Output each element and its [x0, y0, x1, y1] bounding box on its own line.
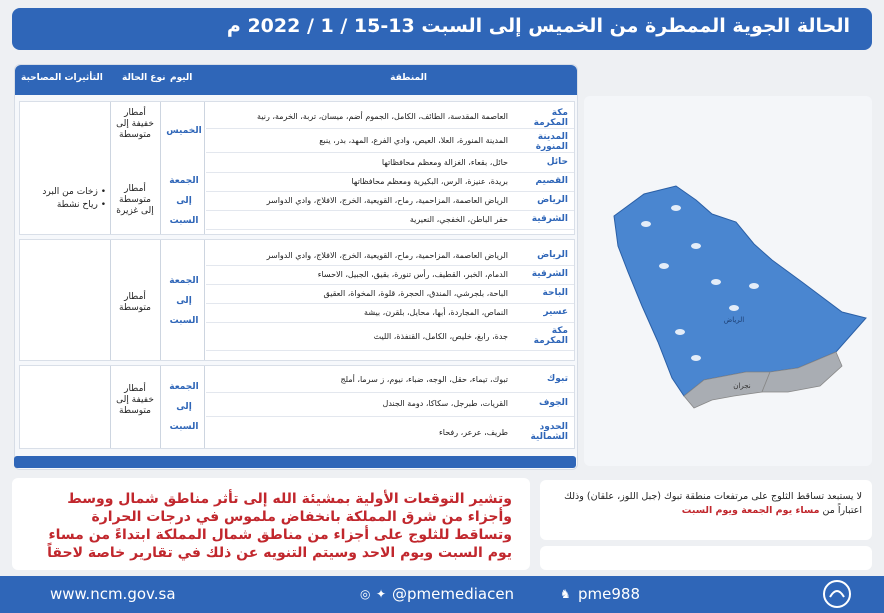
table-row	[206, 420, 574, 444]
effect-item: • رياح نشطة	[56, 200, 106, 210]
region-cities: الدمام، الخبر، القطيف، رأس تنورة، بقيق، الجبيل، الاحساء	[317, 270, 508, 279]
weather-type: أمطار متوسطة إلى غزيرة	[116, 184, 154, 216]
cloud-icon	[671, 205, 681, 211]
region-cities: النماص، المجاردة، أبها، محايل، بلقرن، بيشة	[364, 308, 508, 317]
region-name: المدينة المنورة	[535, 132, 568, 152]
cloud-icon	[729, 305, 739, 311]
divider	[204, 102, 205, 234]
divider	[204, 240, 205, 360]
snow-note-highlight: مساء يوم الجمعة ويوم السبت	[681, 505, 820, 516]
effects-list	[26, 186, 106, 212]
region-name: الشرقية	[531, 214, 568, 224]
divider	[110, 240, 111, 360]
table-row	[206, 248, 574, 266]
header-day: اليوم	[170, 73, 193, 83]
day-to-word: إلى	[176, 402, 192, 412]
title-bar	[12, 8, 872, 50]
table-row	[206, 155, 574, 173]
effect-item: • زخات من البرد	[42, 187, 106, 197]
map-svg	[584, 96, 872, 466]
day-range	[164, 174, 204, 228]
cloud-icon	[641, 221, 651, 227]
region-cities: الرياض العاصمة، المزاحمية، رماح، القويعية، الخرج، الافلاج، وادي الدواسر	[266, 251, 508, 260]
weather-type: أمطار خفيفة إلى متوسطة	[116, 108, 154, 140]
table-row	[206, 193, 574, 211]
region-cities: حائل، بقعاء، الغزالة ومعظم محافظاتها	[381, 158, 508, 167]
table-row	[206, 174, 574, 192]
region-cities: بريدة، عنيزة، الرس، البكيرية ومعظم محافظاتها	[351, 177, 508, 186]
table-header	[15, 65, 577, 95]
region-cities: حفر الباطن، الخفجي، النعيرية	[409, 215, 508, 224]
twitter-icon: ✦	[376, 587, 387, 601]
region-name: مكة المكرمة	[533, 326, 568, 346]
table-row	[206, 267, 574, 285]
table-row	[206, 212, 574, 230]
region-name: الجوف	[538, 398, 568, 408]
day-to-word: إلى	[176, 296, 192, 306]
header-effects: التأثيرات المصاحبة	[21, 73, 103, 83]
day-range	[164, 274, 204, 328]
region-cities: المدينة المنورة، العلا، العيص، وادي الفرع، المهد، بدر، ينبع	[319, 136, 508, 145]
region-name: تبوك	[547, 374, 568, 384]
instagram-icon: ◎	[360, 587, 371, 601]
day-from: الجمعة	[169, 276, 199, 286]
divider	[204, 366, 205, 448]
region-name: الشرقية	[531, 269, 568, 279]
cloud-icon	[659, 263, 669, 269]
weather-type: أمطار خفيفة إلى متوسطة	[116, 384, 154, 416]
map-label-najran: نجران	[733, 382, 751, 390]
table-row	[206, 396, 574, 417]
region-cities: العاصمة المقدسة، الطائف، الكامل، الجموم أضم، ميسان، تربة، الخرمة، رنية	[257, 112, 508, 121]
day-from: الجمعة	[169, 382, 199, 392]
region-cities: الباحة، بلجرشي، المندق، الحجرة، قلوة، المخواة، العقيق	[323, 289, 508, 298]
region-name: الرياض	[537, 195, 568, 205]
footer-bar	[0, 576, 884, 613]
divider	[160, 366, 161, 448]
header-region: المنطقة	[390, 73, 427, 83]
table-section-1	[19, 101, 575, 235]
day-to-word: إلى	[176, 196, 192, 206]
cloud-icon	[691, 355, 701, 361]
region-cities: طريف، عرعر، رفحاء	[439, 428, 508, 437]
table-section-3	[19, 365, 575, 449]
ncm-logo-icon	[822, 579, 852, 609]
forecast-table	[14, 64, 578, 470]
cloud-icon	[691, 243, 701, 249]
cloud-icon	[675, 329, 685, 335]
region-name: الحدود الشمالية	[530, 422, 568, 442]
cloud-icon	[711, 279, 721, 285]
region-name: الرياض	[537, 250, 568, 260]
day-label: الخميس	[166, 126, 202, 136]
region-name: مكة المكرمة	[533, 108, 568, 128]
map-label-riyadh: الرياض	[723, 316, 745, 324]
website-link[interactable]: www.ncm.gov.sa	[50, 585, 176, 603]
region-name: عسير	[543, 307, 568, 317]
region-cities: جدة، رابغ، خليص، الكامل، القنفذة، الليث	[373, 332, 508, 341]
effect-text: رياح نشطة	[56, 200, 98, 210]
table-row	[206, 305, 574, 323]
snapchat-icon: ♞	[560, 587, 571, 601]
day-from: الجمعة	[169, 176, 199, 186]
divider	[160, 102, 161, 234]
divider	[110, 366, 111, 448]
table-row	[206, 324, 574, 351]
saudi-map	[584, 96, 872, 466]
social-handle[interactable]: @pmemediacen	[392, 585, 515, 603]
header-type: نوع الحالة	[122, 73, 166, 83]
table-footer-bar	[14, 456, 576, 468]
forecast-note	[12, 478, 530, 570]
effect-text: زخات من البرد	[42, 187, 98, 197]
region-name: الباحة	[542, 288, 568, 298]
region-name: القصيم	[535, 176, 568, 186]
snow-note-text	[550, 490, 862, 518]
blank-panel	[540, 546, 872, 570]
table-row	[206, 106, 574, 129]
page-title: الحالة الجوية الممطرة من الخميس إلى السبت 13-15 / 1 / 2022 م	[226, 15, 850, 37]
table-section-2	[19, 239, 575, 361]
table-row	[206, 130, 574, 153]
day-until: السبت	[169, 216, 199, 226]
day-until: السبت	[169, 316, 199, 326]
region-cities: الرياض العاصمة، المزاحمية، رماح، القويعية، الخرج، الافلاج، وادي الدواسر	[266, 196, 508, 205]
note-text: وتشير التوقعات الأولية بمشيئة الله إلى تأثر مناطق شمال ووسط وأجزاء من شرق المملكة بانخفاض ملموس في درجات الحرارة وتساقط للثلوج على أجزاء من مناطق شمال المملكة ابتداءً من مساء يوم السبت ويوم الاحد وسيتم التنويه عن ذلك في تقارير خاصة لاحقاً	[47, 491, 512, 561]
cloud-icon	[749, 283, 759, 289]
region-cities: تبوك، تيماء، حقل، الوجه، ضباء، نيوم، ز سرما، أملج	[340, 375, 508, 384]
snapchat-handle[interactable]: pme988	[578, 585, 640, 603]
day-range	[164, 380, 204, 434]
divider	[160, 240, 161, 360]
table-row	[206, 286, 574, 304]
table-row	[206, 372, 574, 393]
snow-note	[540, 480, 872, 540]
weather-type: أمطار متوسطة	[119, 292, 151, 313]
divider	[110, 102, 111, 234]
snow-note-body: لا يستبعد تساقط الثلوج على مرتفعات منطقة تبوك (جبل اللوز، علقان) وذلك اعتباراً من	[564, 491, 862, 516]
region-cities: القريات، طبرجل، سكاكا، دومة الجندل	[382, 399, 508, 408]
day-until: السبت	[169, 422, 199, 432]
region-name: حائل	[546, 157, 568, 167]
